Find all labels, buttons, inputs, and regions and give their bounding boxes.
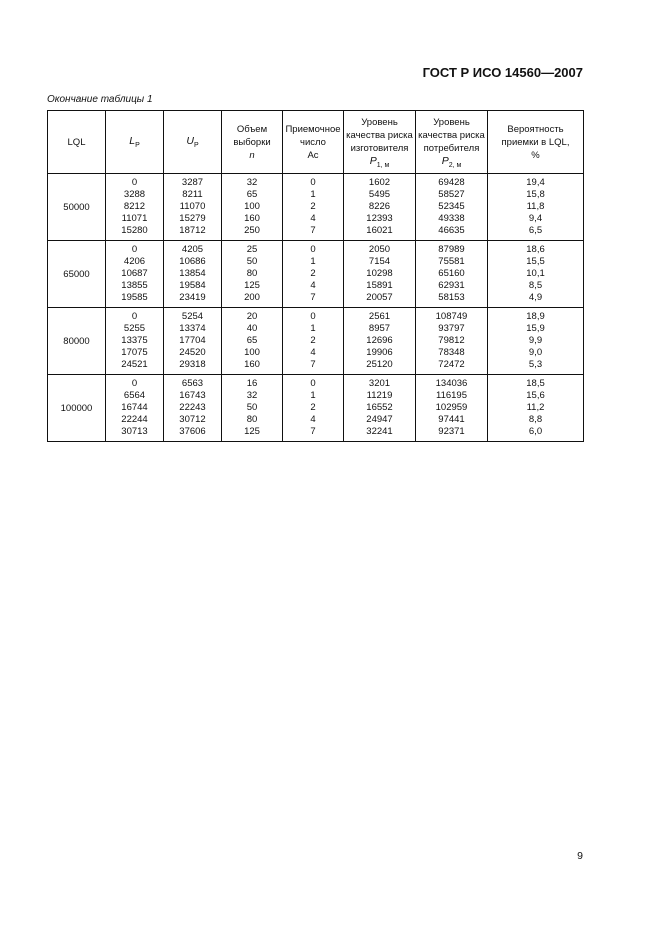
col-header-acceptance-number xyxy=(283,111,344,174)
lp-value: 4206 xyxy=(123,256,146,267)
ac-value: 0 xyxy=(310,177,316,188)
p2-value: 49338 xyxy=(438,213,465,224)
p2-symbol: P xyxy=(441,154,449,167)
p2-value: 102959 xyxy=(435,402,468,413)
p1-symbol: P xyxy=(369,154,377,167)
table-row xyxy=(48,375,584,442)
prob-value: 15,9 xyxy=(526,323,545,334)
p1-value: 3201 xyxy=(368,378,391,389)
up-value: 6563 xyxy=(181,378,204,389)
producer-risk-symbol-line xyxy=(344,155,415,169)
p2-value: 69428 xyxy=(438,177,465,188)
ac-value: 1 xyxy=(310,189,316,200)
lp-value: 8212 xyxy=(123,201,146,212)
ac-value: 7 xyxy=(310,292,316,303)
prob-values xyxy=(488,244,583,304)
p1-value: 8957 xyxy=(368,323,391,334)
prob-value: 11,2 xyxy=(526,402,545,413)
p1-value: 5495 xyxy=(368,189,391,200)
p2-cell xyxy=(416,375,488,442)
up-value: 10686 xyxy=(179,256,206,267)
prob-value: 5,3 xyxy=(528,359,543,370)
n-values xyxy=(222,311,282,371)
lp-value: 10687 xyxy=(121,268,148,279)
n-value: 40 xyxy=(246,323,258,334)
n-value: 65 xyxy=(246,189,258,200)
producer-risk-line-2: качества риска xyxy=(346,129,413,141)
p1-value: 16552 xyxy=(366,402,393,413)
prob-value: 10,1 xyxy=(526,268,545,279)
p2-cell xyxy=(416,308,488,375)
ac-value: 1 xyxy=(310,256,316,267)
lp-value: 13855 xyxy=(121,280,148,291)
n-value: 200 xyxy=(244,292,260,303)
p2-cell xyxy=(416,241,488,308)
n-cell xyxy=(222,308,283,375)
p2-value: 65160 xyxy=(438,268,465,279)
up-value: 37606 xyxy=(179,426,206,437)
col-header-sample-size xyxy=(222,111,283,174)
n-value: 65 xyxy=(246,335,258,346)
prob-value: 19,4 xyxy=(526,177,545,188)
n-value: 50 xyxy=(246,402,258,413)
acceptance-symbol: Ac xyxy=(307,149,319,161)
p1-value: 8226 xyxy=(368,201,391,212)
p2-cell xyxy=(416,174,488,241)
lp-cell xyxy=(106,174,164,241)
p2-subscript: 2, м xyxy=(448,161,462,169)
prob-value: 15,5 xyxy=(526,256,545,267)
p2-values xyxy=(416,378,487,438)
document-code: ГОСТ Р ИСО 14560—2007 xyxy=(422,65,583,80)
ac-value: 2 xyxy=(310,201,316,212)
lp-values xyxy=(106,244,163,304)
n-value: 50 xyxy=(246,256,258,267)
ac-value: 1 xyxy=(310,323,316,334)
prob-value: 8,8 xyxy=(528,414,543,425)
table-body xyxy=(48,174,584,442)
p2-value: 52345 xyxy=(438,201,465,212)
n-values xyxy=(222,177,282,237)
lp-value: 11071 xyxy=(121,213,148,224)
p1-values xyxy=(344,378,415,438)
consumer-risk-symbol-line xyxy=(416,155,487,169)
consumer-risk-line-2: качества риска xyxy=(418,129,485,141)
p1-value: 2561 xyxy=(368,311,391,322)
prob-value: 18,6 xyxy=(526,244,545,255)
col-header-producer-risk xyxy=(344,111,416,174)
p2-values xyxy=(416,244,487,304)
p1-cell xyxy=(344,174,416,241)
ac-value: 4 xyxy=(310,414,316,425)
prob-value: 9,0 xyxy=(528,347,543,358)
p1-value: 20057 xyxy=(366,292,393,303)
up-values xyxy=(164,244,221,304)
prob-value: 11,8 xyxy=(526,201,545,212)
ac-value: 0 xyxy=(310,378,316,389)
p2-value: 75581 xyxy=(438,256,465,267)
prob-values xyxy=(488,177,583,237)
col-header-lp xyxy=(106,111,164,174)
lp-value: 13375 xyxy=(121,335,148,346)
up-values xyxy=(164,378,221,438)
p2-value: 58153 xyxy=(438,292,465,303)
lp-value: 15280 xyxy=(121,225,148,236)
up-cell xyxy=(164,241,222,308)
lql-cell: 50000 xyxy=(48,174,106,241)
lp-value: 19585 xyxy=(121,292,148,303)
lql-cell: 80000 xyxy=(48,308,106,375)
p2-value: 108749 xyxy=(435,311,468,322)
p1-value: 1602 xyxy=(368,177,391,188)
n-value: 80 xyxy=(246,268,258,279)
p1-values xyxy=(344,311,415,371)
up-cell xyxy=(164,308,222,375)
n-value: 20 xyxy=(246,311,258,322)
prob-value: 6,0 xyxy=(528,426,543,437)
producer-risk-line-1: Уровень xyxy=(361,116,398,128)
lp-cell xyxy=(106,308,164,375)
up-value: 30712 xyxy=(179,414,206,425)
p1-value: 11219 xyxy=(366,390,393,401)
ac-value: 0 xyxy=(310,311,316,322)
n-value: 32 xyxy=(246,390,258,401)
ac-value: 4 xyxy=(310,213,316,224)
up-value: 17704 xyxy=(179,335,206,346)
ac-value: 4 xyxy=(310,280,316,291)
prob-value: 4,9 xyxy=(528,292,543,303)
prob-value: 8,5 xyxy=(528,280,543,291)
n-cell xyxy=(222,375,283,442)
n-value: 100 xyxy=(244,201,260,212)
p2-value: 78348 xyxy=(438,347,465,358)
p1-value: 15891 xyxy=(366,280,393,291)
p1-cell xyxy=(344,241,416,308)
p2-value: 58527 xyxy=(438,189,465,200)
up-value: 3287 xyxy=(181,177,204,188)
n-values xyxy=(222,244,282,304)
p2-value: 116195 xyxy=(436,390,467,401)
p1-value: 10298 xyxy=(366,268,393,279)
up-value: 11070 xyxy=(179,201,206,212)
lp-value: 0 xyxy=(131,177,138,188)
lp-subscript: P xyxy=(135,142,140,149)
lql-cell: 65000 xyxy=(48,241,106,308)
up-value: 16743 xyxy=(179,390,206,401)
up-value: 4205 xyxy=(181,244,204,255)
ac-values xyxy=(283,244,343,304)
p1-value: 24947 xyxy=(366,414,393,425)
consumer-risk-line-3: потребителя xyxy=(423,142,480,154)
probability-line-2: приемки в LQL, xyxy=(501,136,570,148)
prob-value: 15,8 xyxy=(526,189,545,200)
prob-value: 9,9 xyxy=(528,335,543,346)
ac-cell xyxy=(283,308,344,375)
up-value: 13374 xyxy=(179,323,206,334)
up-value: 29318 xyxy=(179,359,206,370)
col-header-acceptance-probability xyxy=(488,111,584,174)
prob-cell xyxy=(488,375,584,442)
lp-value: 3288 xyxy=(123,189,146,200)
n-cell xyxy=(222,241,283,308)
sampling-plans-table xyxy=(47,110,584,442)
lql-cell: 100000 xyxy=(48,375,106,442)
up-value: 23419 xyxy=(179,292,206,303)
col-header-lql xyxy=(48,111,106,174)
up-subscript: P xyxy=(193,142,199,149)
p1-cell xyxy=(344,308,416,375)
p2-value: 97441 xyxy=(438,414,465,425)
p2-value: 46635 xyxy=(438,225,465,236)
p1-value: 7154 xyxy=(368,256,391,267)
n-value: 160 xyxy=(244,359,260,370)
ac-cell xyxy=(283,174,344,241)
ac-value: 7 xyxy=(310,359,316,370)
p1-value: 2050 xyxy=(368,244,391,255)
producer-risk-line-3: изготовителя xyxy=(350,142,409,154)
n-value: 32 xyxy=(246,177,258,188)
table-caption: Окончание таблицы 1 xyxy=(47,94,153,105)
lp-cell xyxy=(106,241,164,308)
ac-value: 0 xyxy=(310,244,316,255)
lp-value: 6564 xyxy=(123,390,146,401)
up-value: 15279 xyxy=(179,213,206,224)
p1-value: 12393 xyxy=(366,213,393,224)
p2-values xyxy=(416,177,487,237)
lp-value: 0 xyxy=(131,378,138,389)
prob-cell xyxy=(488,308,584,375)
p1-value: 16021 xyxy=(366,225,393,236)
up-values xyxy=(164,177,221,237)
n-value: 25 xyxy=(246,244,258,255)
n-value: 100 xyxy=(244,347,260,358)
p2-values xyxy=(416,311,487,371)
n-cell xyxy=(222,174,283,241)
table-row xyxy=(48,241,584,308)
lp-value: 0 xyxy=(131,311,138,322)
up-value: 5254 xyxy=(181,311,204,322)
n-value: 125 xyxy=(244,426,260,437)
p2-value: 92371 xyxy=(438,426,465,437)
prob-value: 18,9 xyxy=(526,311,545,322)
sample-size-symbol: n xyxy=(249,149,255,161)
table-row xyxy=(48,174,584,241)
prob-values xyxy=(488,378,583,438)
p1-values xyxy=(344,244,415,304)
p1-value: 12696 xyxy=(366,335,393,346)
prob-cell xyxy=(488,241,584,308)
prob-value: 6,5 xyxy=(528,225,543,236)
acceptance-line-2: число xyxy=(300,136,326,148)
ac-cell xyxy=(283,375,344,442)
lp-value: 0 xyxy=(131,244,138,255)
ac-values xyxy=(283,311,343,371)
page-number: 9 xyxy=(577,850,583,862)
lp-value: 17075 xyxy=(121,347,148,358)
probability-line-3: % xyxy=(531,149,540,161)
up-value: 24520 xyxy=(179,347,206,358)
ac-value: 2 xyxy=(310,402,316,413)
ac-values xyxy=(283,378,343,438)
table-row xyxy=(48,308,584,375)
acceptance-line-1: Приемочное xyxy=(285,123,341,135)
p1-values xyxy=(344,177,415,237)
ac-cell xyxy=(283,241,344,308)
n-value: 125 xyxy=(244,280,260,291)
probability-line-1: Вероятность xyxy=(507,123,564,135)
p2-value: 134036 xyxy=(435,378,468,389)
col-header-lql-label: LQL xyxy=(67,136,86,148)
prob-value: 15,6 xyxy=(526,390,545,401)
p1-value: 32241 xyxy=(366,426,393,437)
up-cell xyxy=(164,174,222,241)
ac-value: 7 xyxy=(310,225,316,236)
up-value: 19584 xyxy=(179,280,206,291)
ac-value: 1 xyxy=(310,390,316,401)
lp-value: 22244 xyxy=(121,414,148,425)
ac-value: 7 xyxy=(310,426,316,437)
up-symbol: U xyxy=(186,135,194,147)
up-value: 8211 xyxy=(182,189,203,200)
up-value: 18712 xyxy=(179,225,206,236)
p1-subscript: 1, м xyxy=(376,161,390,169)
lp-value: 16744 xyxy=(121,402,148,413)
up-values xyxy=(164,311,221,371)
p1-value: 19906 xyxy=(366,347,393,358)
lp-values xyxy=(106,378,163,438)
prob-value: 18,5 xyxy=(526,378,545,389)
lp-value: 5255 xyxy=(123,323,146,334)
n-values xyxy=(222,378,282,438)
consumer-risk-line-1: Уровень xyxy=(433,116,470,128)
n-value: 80 xyxy=(246,414,258,425)
p2-value: 79812 xyxy=(438,335,465,346)
lp-values xyxy=(106,177,163,237)
lp-symbol: L xyxy=(129,135,136,147)
p2-value: 87989 xyxy=(438,244,465,255)
lp-values xyxy=(106,311,163,371)
ac-value: 2 xyxy=(310,268,316,279)
p2-value: 72472 xyxy=(438,359,465,370)
table-header-row xyxy=(48,111,584,174)
lp-value: 30713 xyxy=(121,426,148,437)
ac-value: 4 xyxy=(310,347,316,358)
ac-value: 2 xyxy=(310,335,316,346)
prob-values xyxy=(488,311,583,371)
p2-value: 62931 xyxy=(438,280,465,291)
lp-value: 24521 xyxy=(121,359,148,370)
p1-cell xyxy=(344,375,416,442)
n-value: 250 xyxy=(244,225,260,236)
prob-cell xyxy=(488,174,584,241)
sample-size-line-2: выборки xyxy=(233,136,271,148)
up-value: 13854 xyxy=(179,268,206,279)
lp-cell xyxy=(106,375,164,442)
p2-value: 93797 xyxy=(438,323,465,334)
n-value: 16 xyxy=(246,378,258,389)
sample-size-line-1: Объем xyxy=(236,123,268,135)
col-header-up xyxy=(164,111,222,174)
n-value: 160 xyxy=(244,213,260,224)
up-cell xyxy=(164,375,222,442)
p1-value: 25120 xyxy=(366,359,393,370)
col-header-consumer-risk xyxy=(416,111,488,174)
up-value: 22243 xyxy=(179,402,206,413)
ac-values xyxy=(283,177,343,237)
prob-value: 9,4 xyxy=(528,213,543,224)
